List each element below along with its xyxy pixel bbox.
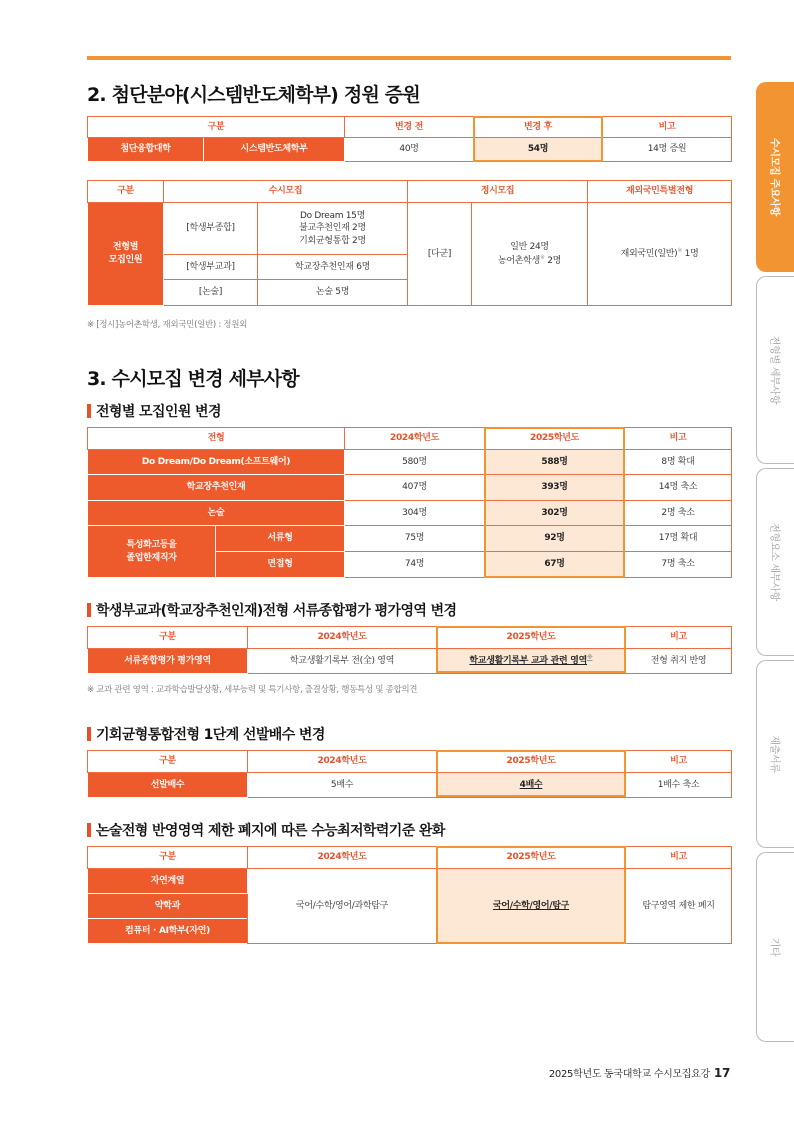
sub1-header-0: 전형 bbox=[88, 428, 345, 450]
sub1-srow-bigo: 7명 축소 bbox=[625, 552, 732, 578]
t2-header-gubun: 구분 bbox=[88, 181, 164, 203]
t2-foreign-sup: ※ bbox=[677, 247, 683, 255]
sub1-srow-2024: 75명 bbox=[345, 526, 485, 552]
top-accent-bar bbox=[87, 56, 731, 60]
t2-gyogwa-label: [학생부교과] bbox=[164, 255, 258, 280]
t2-header-susi: 수시모집 bbox=[164, 181, 408, 203]
sub1-row-2024: 407명 bbox=[345, 475, 485, 501]
tab-label: 수시모집 주요사항 bbox=[768, 137, 779, 217]
sub2-row-bigo: 전형 취지 반영 bbox=[626, 649, 732, 674]
quota-by-type-table bbox=[87, 180, 732, 306]
sub1-srow-name: 서류형 bbox=[216, 526, 345, 552]
t2-dagun: [다군] bbox=[408, 203, 472, 306]
t2-foreign-b: 1명 bbox=[684, 249, 699, 260]
sub2-header-2: 2025학년도 bbox=[437, 627, 626, 649]
sub2-row-2025-sup: ※ bbox=[587, 654, 593, 662]
cell-before: 40명 bbox=[345, 138, 474, 162]
t2-header-foreign: 재외국민특별전형 bbox=[588, 181, 732, 203]
sub4-row-name: 약학과 bbox=[88, 894, 248, 919]
sub1-srow-2024: 74명 bbox=[345, 552, 485, 578]
sub3-row-bigo: 1배수 축소 bbox=[626, 773, 732, 798]
sub1-row-2024: 304명 bbox=[345, 501, 485, 526]
t2-ilban-c: 2명 bbox=[547, 255, 562, 266]
tab-label: 전형별 세부사항 bbox=[768, 335, 779, 405]
cell-bigo: 14명 증원 bbox=[603, 138, 732, 162]
sub2-row-2024: 학교생활기록부 전(全) 영역 bbox=[248, 649, 437, 674]
t2-ilban-b: 농어촌학생 bbox=[497, 255, 540, 266]
col-header-bigo: 비고 bbox=[603, 117, 732, 138]
sub2-header-3: 비고 bbox=[626, 627, 732, 649]
sub2-row-name: 서류종합평가 평가영역 bbox=[88, 649, 248, 674]
t2-foreign-a: 재외국민(일반) bbox=[620, 249, 678, 260]
sub4-2025 bbox=[437, 869, 626, 944]
sub1-row-2025: 302명 bbox=[485, 501, 625, 526]
t2-ilban-sup: ※ bbox=[539, 253, 545, 261]
sub1-title: 전형별 모집인원 변경 bbox=[87, 401, 221, 421]
sub4-header-2: 2025학년도 bbox=[437, 847, 626, 869]
t2-rowhead: 전형별 모집인원 bbox=[88, 203, 164, 306]
sub4-2025-text: 국어/수학/영어/탐구 bbox=[492, 900, 570, 911]
sub1-row-bigo: 8명 확대 bbox=[625, 450, 732, 475]
sub4-row-name: 컴퓨터 · AI학부(자연) bbox=[88, 919, 248, 944]
sub1-row-name: 논술 bbox=[88, 501, 345, 526]
t2-nonsul-item: 논술 5명 bbox=[258, 280, 408, 306]
t2-nonsul-label: [논술] bbox=[164, 280, 258, 306]
sub2-note: ※ 교과 관련 영역 : 교과학습발달상황, 세부능력 및 특기사항, 출결상황, 행동특성 및 종합의견 bbox=[87, 685, 418, 695]
sub2-row-2025 bbox=[437, 649, 626, 674]
min-standard-table bbox=[87, 846, 732, 944]
t2-foreign bbox=[588, 203, 732, 306]
sub4-row-name: 자연계열 bbox=[88, 869, 248, 894]
sub1-header-2: 2025학년도 bbox=[485, 428, 625, 450]
sub1-srow-bigo: 17명 확대 bbox=[625, 526, 732, 552]
sub4-header-3: 비고 bbox=[626, 847, 732, 869]
sub1-srow-name: 면접형 bbox=[216, 552, 345, 578]
section3-title: 3. 수시모집 변경 세부사항 bbox=[87, 368, 299, 390]
sub4-header-1: 2024학년도 bbox=[248, 847, 437, 869]
selection-ratio-table bbox=[87, 750, 732, 798]
cell-after: 54명 bbox=[474, 138, 603, 162]
sub4-2024: 국어/수학/영어/과학탐구 bbox=[248, 869, 437, 944]
sub3-row-2025 bbox=[437, 773, 626, 798]
tab-type-detail[interactable] bbox=[756, 276, 794, 464]
row-dept: 시스템반도체학부 bbox=[204, 138, 345, 162]
t2-header-jeongsi: 정시모집 bbox=[408, 181, 588, 203]
sub1-row-2025: 393명 bbox=[485, 475, 625, 501]
sub1-group-name: 특성화고등을 졸업한재직자 bbox=[88, 526, 216, 578]
sub3-header-3: 비고 bbox=[626, 751, 732, 773]
section2-title: 2. 첨단분야(시스템반도체학부) 정원 증원 bbox=[87, 84, 420, 106]
sub3-row-name: 선발배수 bbox=[88, 773, 248, 798]
col-header-before: 변경 전 bbox=[345, 117, 474, 138]
sub2-header-1: 2024학년도 bbox=[248, 627, 437, 649]
sub2-row-2025-text: 학교생활기록부 교과 관련 영역 bbox=[469, 656, 588, 667]
sub3-header-2: 2025학년도 bbox=[437, 751, 626, 773]
sub1-srow-2025: 67명 bbox=[485, 552, 625, 578]
sub3-row-2024: 5배수 bbox=[248, 773, 437, 798]
tab-element-detail[interactable] bbox=[756, 468, 794, 656]
tab-label: 제출서류 bbox=[768, 735, 779, 773]
footer bbox=[549, 1065, 730, 1080]
section2-note: ※ [정시]농어촌학생, 재외국민(일반) : 정원외 bbox=[87, 320, 248, 330]
sub3-header-0: 구분 bbox=[88, 751, 248, 773]
sub3-header-1: 2024학년도 bbox=[248, 751, 437, 773]
t2-jonghap-label: [학생부종합] bbox=[164, 203, 258, 255]
sub4-title: 논술전형 반영영역 제한 폐지에 따른 수능최저학력기준 완화 bbox=[87, 820, 445, 840]
tab-label: 기타 bbox=[768, 937, 779, 957]
quota-increase-table bbox=[87, 116, 732, 162]
sub2-title: 학생부교과(학교장추천인재)전형 서류종합평가 평가영역 변경 bbox=[87, 600, 456, 620]
sub4-bigo: 탐구영역 제한 폐지 bbox=[626, 869, 732, 944]
page-number: 17 bbox=[713, 1066, 730, 1080]
col-header-after: 변경 후 bbox=[474, 117, 603, 138]
sub3-row-2025-text: 4배수 bbox=[519, 779, 543, 790]
t2-gyogwa-item: 학교장추천인재 6명 bbox=[258, 255, 408, 280]
eval-area-table bbox=[87, 626, 732, 674]
row-college: 첨단융합대학 bbox=[88, 138, 204, 162]
sub3-title: 기회균형통합전형 1단계 선발배수 변경 bbox=[87, 724, 325, 744]
tab-susi-main[interactable] bbox=[756, 82, 794, 272]
sub1-row-2025: 588명 bbox=[485, 450, 625, 475]
tab-documents[interactable] bbox=[756, 660, 794, 848]
quota-change-table bbox=[87, 427, 732, 578]
t2-jonghap-items: Do Dream 15명 불교추천인재 2명 기회균형통합 2명 bbox=[258, 203, 408, 255]
t2-ilban-a: 일반 24명 bbox=[510, 241, 549, 252]
sub1-row-bigo: 2명 축소 bbox=[625, 501, 732, 526]
footer-text: 2025학년도 동국대학교 수시모집요강 bbox=[548, 1069, 710, 1080]
sub1-row-bigo: 14명 축소 bbox=[625, 475, 732, 501]
sub1-header-1: 2024학년도 bbox=[345, 428, 485, 450]
sub2-header-0: 구분 bbox=[88, 627, 248, 649]
sub1-header-3: 비고 bbox=[625, 428, 732, 450]
col-header-gubun: 구분 bbox=[88, 117, 345, 138]
sub1-row-name: Do Dream/Do Dream(소프트웨어) bbox=[88, 450, 345, 475]
tab-label: 전형요소 세부사항 bbox=[768, 523, 779, 601]
sub1-srow-2025: 92명 bbox=[485, 526, 625, 552]
tab-etc[interactable] bbox=[756, 852, 794, 1042]
sub1-row-name: 학교장추천인재 bbox=[88, 475, 345, 501]
t2-ilban bbox=[472, 203, 588, 306]
sub1-row-2024: 580명 bbox=[345, 450, 485, 475]
sub4-header-0: 구분 bbox=[88, 847, 248, 869]
